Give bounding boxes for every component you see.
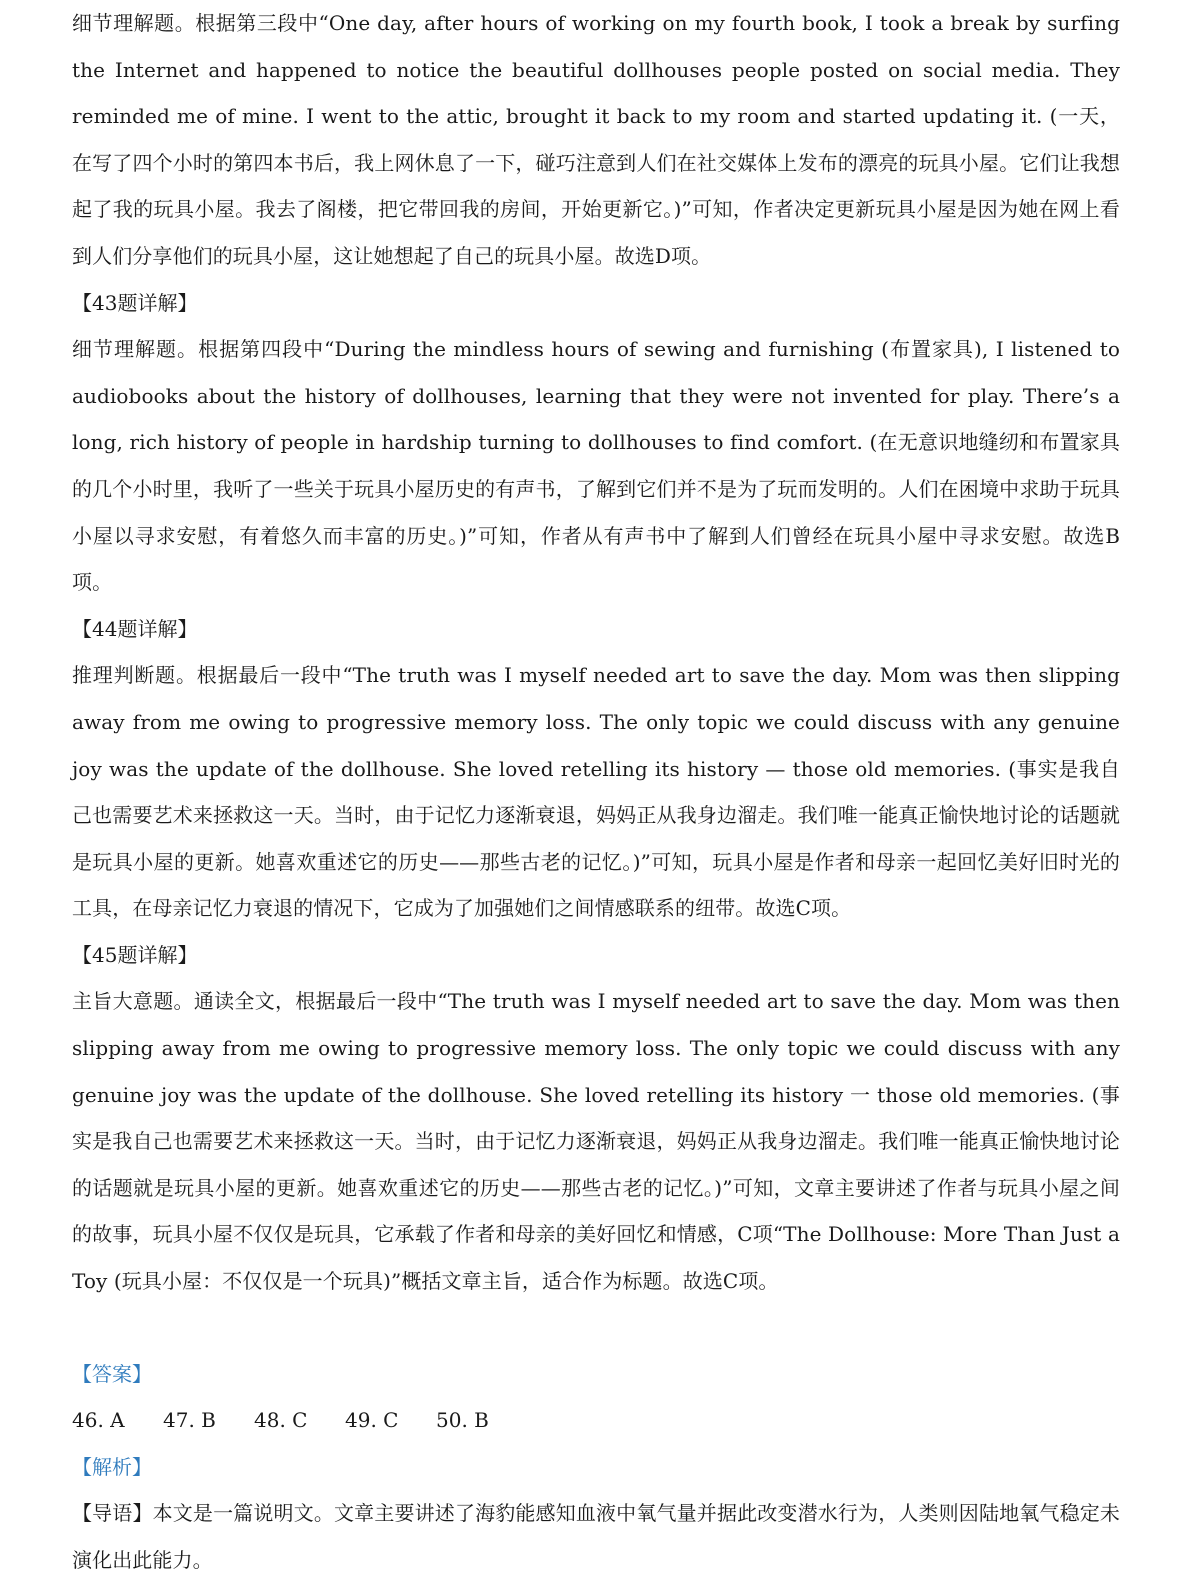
analysis-label: 【解析】 xyxy=(72,1454,152,1479)
q43-heading: 【43题详解】 xyxy=(72,290,198,315)
q43-explanation: 细节理解题。根据第四段中“During the mindless hours of sewing and furnishing (布置家具), I listened to audiobooks about the history of dollhouses, learning that they were not invented for play. There’s a long, rich history of people in hardship turning to dollhouses to find comfort. (在无意识地缝纫和布置家具的几个小时里，我听了一些关于玩具小屋历史的有声书，了解到它们并不是为了玩而发明的。人们在困境中求助于玩具小屋以寻求安慰，有着悠久而丰富的历史。)”可知，作者从有声书中了解到人们曾经在玩具小屋中寻求安慰。故选B项。 xyxy=(72,337,1120,595)
document-page xyxy=(72,0,1120,1584)
spacer xyxy=(72,1305,1120,1351)
q45-explanation: 主旨大意题。通读全文，根据最后一段中“The truth was I myself needed art to save the day. Mom was then slipping away from me owing to progressive memory loss. The only topic we could discuss with any genuine joy was the update of the dollhouse. She loved retelling its history 一 those old memories. (事实是我自己也需要艺术来拯救这一天。当时，由于记忆力逐渐衰退，妈妈正从我身边溜走。我们唯一能真正愉快地讨论的话题就是玩具小屋的更新。她喜欢重述它的历史——那些古老的记忆。)”可知，文章主要讲述了作者与玩具小屋之间的故事，玩具小屋不仅仅是玩具，它承载了作者和母亲的美好回忆和情感，C项“The Dollhouse: More Than Just a Toy (玩具小屋：不仅仅是一个玩具)”概括文章主旨，适合作为标题。故选C项。 xyxy=(72,989,1120,1294)
answer-item: 49. C xyxy=(345,1408,399,1433)
q44-explanation: 推理判断题。根据最后一段中“The truth was I myself needed art to save the day. Mom was then slipping away from me owing to progressive memory loss. The only topic we could discuss with any genuine joy was the update of the dollhouse. She loved retelling its history — those old memories. (事实是我自己也需要艺术来拯救这一天。当时，由于记忆力逐渐衰退，妈妈正从我身边溜走。我们唯一能真正愉快地讨论的话题就是玩具小屋的更新。她喜欢重述它的历史——那些古老的记忆。)”可知，玩具小屋是作者和母亲一起回忆美好旧时光的工具，在母亲记忆力衰退的情况下，它成为了加强她们之间情感联系的纽带。故选C项。 xyxy=(72,663,1120,921)
q45-heading: 【45题详解】 xyxy=(72,942,198,967)
answer-label: 【答案】 xyxy=(72,1361,152,1386)
answer-item: 50. B xyxy=(436,1408,489,1433)
q42-explanation-tail: 细节理解题。根据第三段中“One day, after hours of working on my fourth book, I took a break by surfing the Internet and happened to notice the beautiful dollhouses people posted on social media. They reminded me of mine. I went to the attic, brought it back to my room and started updating it. (一天，在写了四个小时的第四本书后，我上网休息了一下，碰巧注意到人们在社交媒体上发布的漂亮的玩具小屋。它们让我想起了我的玩具小屋。我去了阁楼，把它带回我的房间，开始更新它。)”可知，作者决定更新玩具小屋是因为她在网上看到人们分享他们的玩具小屋，这让她想起了自己的玩具小屋。故选D项。 xyxy=(72,11,1120,268)
answer-item: 47. B xyxy=(163,1408,216,1433)
answer-item: 46. A xyxy=(72,1408,125,1433)
answer-item: 48. C xyxy=(254,1408,308,1433)
answer-list xyxy=(72,1397,1120,1444)
passage-intro: 【导语】本文是一篇说明文。文章主要讲述了海豹能感知血液中氧气量并据此改变潜水行为，人类则因陆地氧气稳定未演化出此能力。 xyxy=(72,1501,1120,1572)
q44-heading: 【44题详解】 xyxy=(72,616,198,641)
